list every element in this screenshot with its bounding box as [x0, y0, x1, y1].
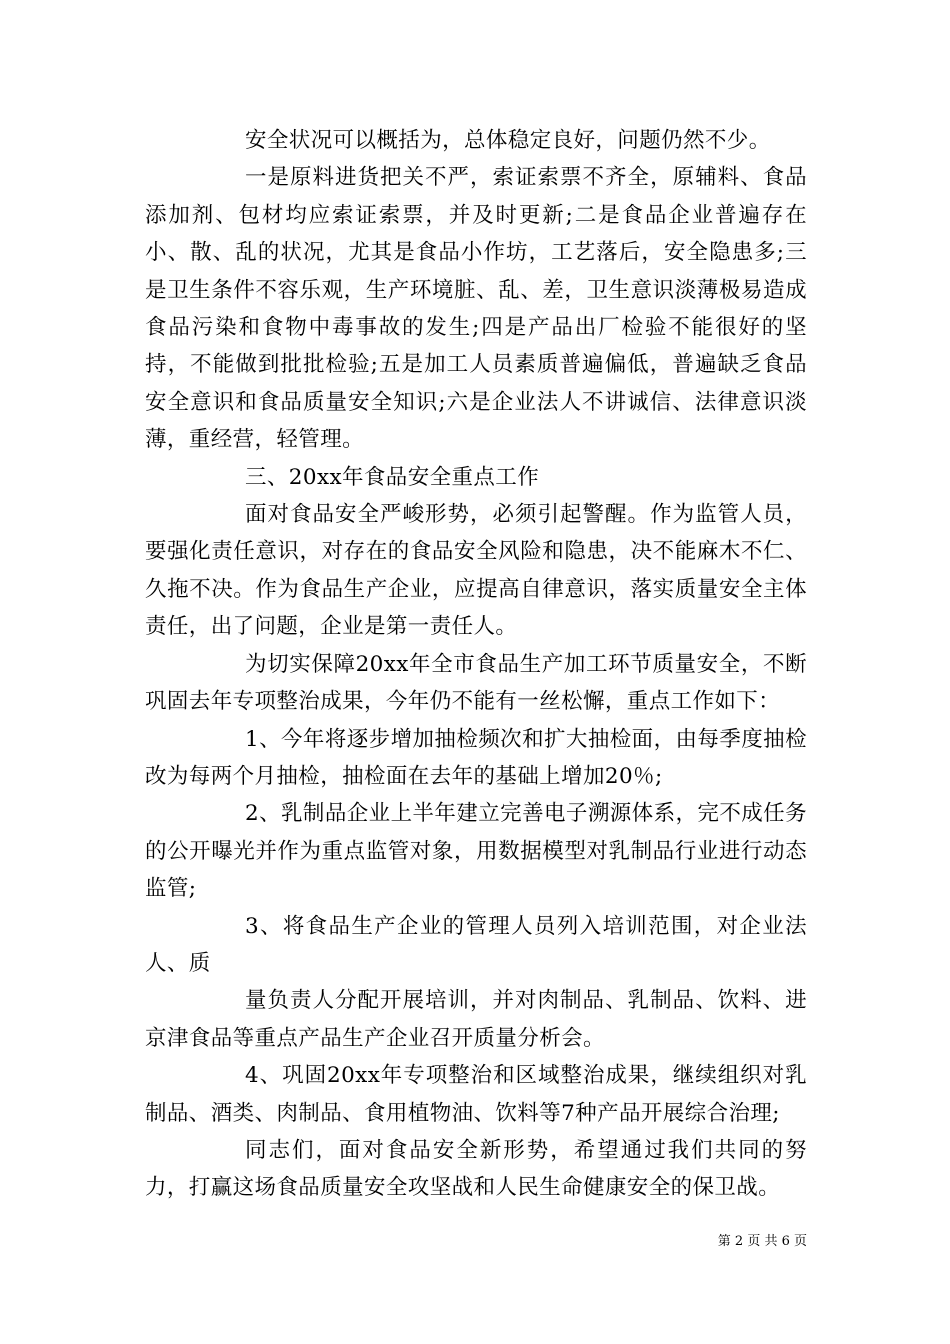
list-item-2: 2、乳制品企业上半年建立完善电子溯源体系，完不成任务的公开曝光并作为重点监管对象，用数据模型对乳制品行业进行动态监管; [145, 801, 807, 902]
paragraph-severe-situation: 面对食品安全严峻形势，必须引起警醒。作为监管人员，要强化责任意识，对存在的食品安全风险和隐患，决不能麻木不仁、久拖不决。作为食品生产企业，应提高自律意识，落实质量安全主体责任，出了问题，企业是第一责任人。 [145, 502, 807, 640]
list-item-3-part-1: 3、将食品生产企业的管理人员列入培训范围，对企业法人、质 [145, 913, 807, 976]
document-body [145, 122, 807, 1207]
list-item-1: 1、今年将逐步增加抽检频次和扩大抽检面，由每季度抽检改为每两个月抽检，抽检面在去年的基础上增加20％; [145, 726, 807, 789]
paragraph-problems-list: 一是原料进货把关不严，索证索票不齐全，原辅料、食品添加剂、包材均应索证索票，并及时更新;二是食品企业普遍存在小、散、乱的状况，尤其是食品小作坊，工艺落后，安全隐患多;三是卫生条件不容乐观，生产环境脏、乱、差，卫生意识淡薄极易造成食品污染和食物中毒事故的发生;四是产品出厂检验不能很好的坚持，不能做到批批检验;五是加工人员素质普遍偏低，普遍缺乏食品安全意识和食品质量安全知识;六是企业法人不讲诚信、法律意识淡薄，重经营，轻管理。 [145, 165, 807, 453]
paragraph-closing: 同志们，面对食品安全新形势，希望通过我们共同的努力，打赢这场食品质量安全攻坚战和人民生命健康安全的保卫战。 [145, 1137, 807, 1201]
page-footer: 第 2 页 共 6 页 [717, 1234, 807, 1249]
paragraph-safety-summary: 安全状况可以概括为，总体稳定良好，问题仍然不少。 [245, 128, 771, 153]
list-item-4: 4、巩固20xx年专项整治和区域整治成果，继续组织对乳制品、酒类、肉制品、食用植物油、饮料等7种产品开展综合治理; [145, 1063, 807, 1126]
section-heading-key-work: 三、20xx年食品安全重点工作 [245, 464, 540, 490]
paragraph-key-work-intro: 为切实保障20xx年全市食品生产加工环节质量安全，不断巩固去年专项整治成果，今年仍不能有一丝松懈，重点工作如下： [145, 651, 807, 715]
list-item-3-part-2: 量负责人分配开展培训，并对肉制品、乳制品、饮料、进京津食品等重点产品生产企业召开质量分析会。 [145, 988, 807, 1051]
